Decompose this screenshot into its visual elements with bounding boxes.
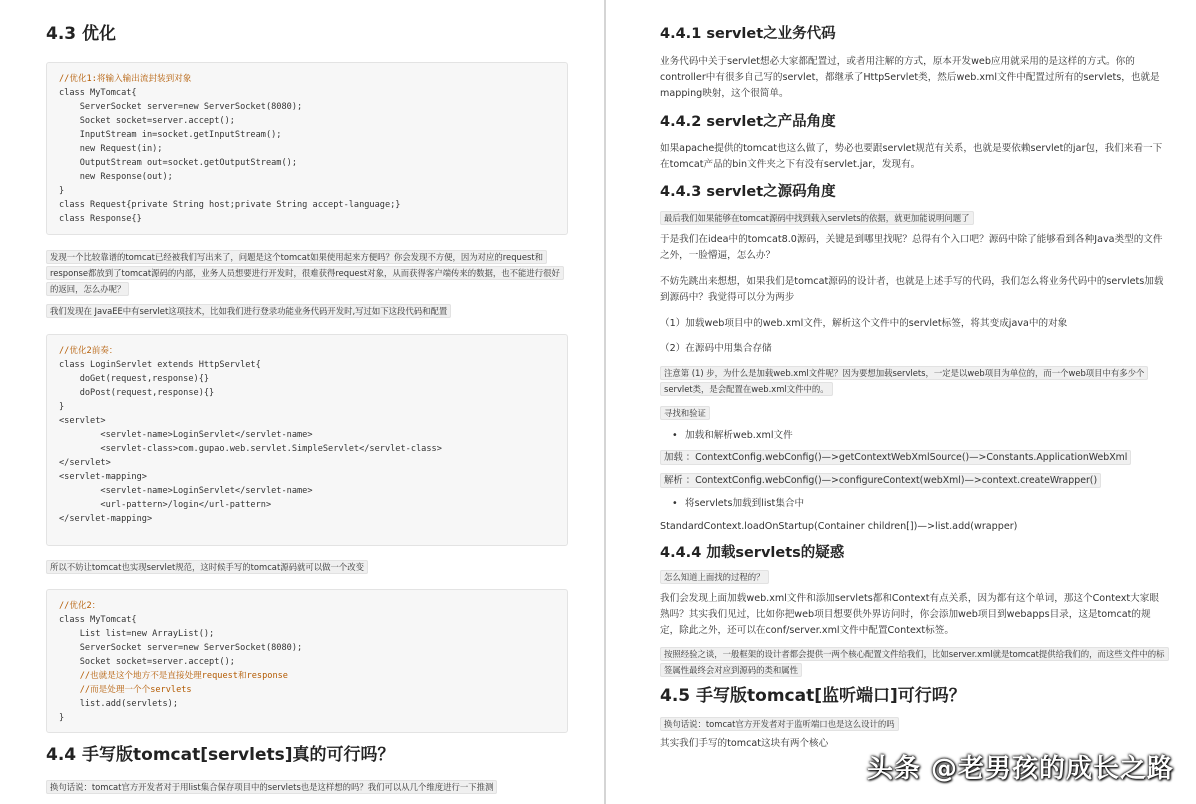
- heading-4-4-1: 4.4.1 servlet之业务代码: [660, 26, 836, 42]
- note-step-text: 注意第 (1) 步，为什么是加载web.xml文件呢？因为要想加载servlets，一定是以web项目为单位的，而一个web项目中有多少个servlet类，是会配置在web.xml文件中的。: [660, 366, 1148, 396]
- code1-line: new Request(in);: [59, 144, 163, 154]
- code2-line: <servlet-mapping>: [59, 472, 147, 482]
- code-block-optimize-1: [46, 62, 568, 235]
- note-4-4-4-text: 怎么知道上面找的过程的？: [660, 570, 769, 584]
- code1-line: class MyTomcat{: [59, 88, 137, 98]
- note-4: [46, 779, 568, 795]
- code2-comment: //优化2前奏：: [59, 346, 118, 356]
- code2-line: doPost(request,response){}: [59, 388, 215, 398]
- code2-line: <url-pattern>/login</url-pattern>: [59, 500, 272, 510]
- note-4-4-4b: [660, 646, 1166, 678]
- paragraph-4-4-3a: 于是我们在idea中的tomcat8.0源码，关键是到哪里找呢？总得有个入口吧？源码中除了能够看到各种Java类型的文件之外，一脸懵逼，怎么办？: [660, 234, 1163, 261]
- code2-line: </servlet-mapping>: [59, 514, 153, 524]
- code1-comment: //优化1:将输入输出流封装到对象: [59, 74, 192, 84]
- code2-line: class LoginServlet extends HttpServlet{: [59, 360, 261, 370]
- heading-4-5: 4.5 手写版tomcat[监听端口]可行吗？: [660, 686, 966, 706]
- code1-line: class Request{private String host;private String accept-language;}: [59, 200, 401, 210]
- load-chain: [660, 450, 1166, 466]
- note-verify: [660, 405, 1166, 421]
- code1-line: }: [59, 186, 65, 196]
- code1-line: ServerSocket server=new ServerSocket(8080);: [59, 102, 303, 112]
- page-divider: [604, 0, 606, 804]
- bullet-load-parse: [660, 428, 1166, 444]
- code3-comment: //优化2：: [59, 601, 101, 611]
- step-2: （2）在源码中用集合存储: [660, 343, 772, 354]
- heading-4-4-4: 4.4.4 加载servlets的疑惑: [660, 545, 845, 561]
- note-4-4-4: [660, 569, 1166, 585]
- watermark: 头条 @老男孩的成长之路: [866, 754, 1174, 784]
- code2-line: doGet(request,response){}: [59, 374, 210, 384]
- note-4-4-3: [660, 210, 1166, 226]
- code1-line: class Response{}: [59, 214, 142, 224]
- code1-line: InputStream in=socket.getInputStream();: [59, 130, 282, 140]
- note-3-text: 所以不妨让tomcat也实现servlet规范，这时候手写的tomcat源码就可以做一个改变: [46, 560, 368, 574]
- code2-line: <servlet-class>com.gupao.web.servlet.SimpleServlet</servlet-class>: [59, 444, 442, 454]
- paragraph-4-4-4: 我们会发现上面加载web.xml文件和添加servlets都和Context有点关系，因为都有这个单词，那这个Context大家眼熟吗？其实我们见过，比如你把web项目想要供外界访问时，你会添加web项目到webapps目录，这是tomcat的规定，除此之外，还可以在conf/server.xml文件中配置Context标签。: [660, 593, 1159, 636]
- note-2: [46, 303, 568, 319]
- code-block-optimize-2-prelude: [46, 334, 568, 546]
- heading-4-4-2: 4.4.2 servlet之产品角度: [660, 114, 836, 130]
- note-4-5: [660, 716, 1166, 732]
- right-page: [607, 0, 1196, 804]
- code2-line: }: [59, 402, 65, 412]
- bullet-list-load: [660, 496, 1166, 512]
- heading-4-3: 4.3 优化: [46, 24, 117, 44]
- paragraph-4-4-1: 业务代码中关于servlet想必大家都配置过，或者用注解的方式，原本开发web应用就采用的是这样的方式。你的controller中有很多自己写的servlet，都继承了HttpServlet类，然后web.xml文件中配置过所有的servlets，也就是mapping映射，这个很简单。: [660, 56, 1160, 99]
- note-4-4-3-text: 最后我们如果能够在tomcat源码中找到载入servlets的依据，就更加能说明问题了: [660, 211, 974, 225]
- code3-line-comment: //而是处理一个个servlets: [59, 685, 192, 695]
- parse-chain: [660, 473, 1166, 489]
- note-1: [46, 249, 568, 297]
- code3-line: List list=new ArrayList();: [59, 629, 215, 639]
- heading-4-4: 4.4 手写版tomcat[servlets]真的可行吗？: [46, 745, 395, 765]
- code2-line: </servlet>: [59, 458, 111, 468]
- code2-line: <servlet-name>LoginServlet</servlet-name>: [59, 486, 313, 496]
- bullet-1-text: 加载和解析web.xml文件: [685, 430, 793, 441]
- code1-line: new Response(out);: [59, 172, 173, 182]
- code2-line: <servlet-name>LoginServlet</servlet-name>: [59, 430, 313, 440]
- parse-chain-text: 解析 ：ContextConfig.webConfig()—>configureContext(webXml)—>context.createWrapper(): [660, 473, 1101, 488]
- code3-line: }: [59, 713, 65, 723]
- note-3: [46, 559, 568, 575]
- note-4-text: 换句话说：tomcat官方开发者对于用list集合保存项目中的servlets也是这样想的吗？我们可以从几个维度进行一下推测: [46, 780, 497, 794]
- note-verify-text: 寻找和验证: [660, 406, 710, 420]
- note-4-4-4b-text: 按照经验之谈，一般框架的设计者都会提供一两个核心配置文件给我们，比如server.xml就是tomcat提供给我们的，而这些文件中的标签属性最终会对应到源码的类和属性: [660, 647, 1169, 677]
- paragraph-4-4-3b: 不妨先跳出来想想，如果我们是tomcat源码的设计者，也就是上述手写的代码，我们怎么将业务代码中的servlets加载到源码中？我觉得可以分为两步: [660, 276, 1164, 303]
- heading-4-4-3: 4.4.3 servlet之源码角度: [660, 184, 836, 200]
- code2-line: <servlet>: [59, 416, 106, 426]
- step-1: （1）加载web项目中的web.xml文件，解析这个文件中的servlet标签，将其变成java中的对象: [660, 318, 1068, 329]
- load-chain-text: 加载 ：ContextConfig.webConfig()—>getContextWebXmlSource()—>Constants.ApplicationWebXml: [660, 450, 1131, 465]
- note-4-5-text: 换句话说：tomcat官方开发者对于监听端口也是这么设计的吗: [660, 717, 899, 731]
- code3-line: class MyTomcat{: [59, 615, 137, 625]
- bullet-2-text: 将servlets加载到list集合中: [685, 498, 805, 509]
- code3-line-comment: //也就是这个地方不是直接处理request和response: [59, 671, 288, 681]
- paragraph-4-4-2: 如果apache提供的tomcat也这么做了，势必也要跟servlet规范有关系，也就是要依赖servlet的jar包，我们来看一下在tomcat产品的bin文件夹之下有没有servlet.jar，发现有。: [660, 143, 1163, 170]
- startup-chain: StandardContext.loadOnStartup(Container children[])—>list.add(wrapper): [660, 521, 1018, 532]
- note-step: [660, 365, 1166, 397]
- paragraph-4-5: 其实我们手写的tomcat这块有两个核心: [660, 738, 829, 749]
- code3-line: Socket socket=server.accept();: [59, 657, 235, 667]
- code1-line: OutputStream out=socket.getOutputStream();: [59, 158, 297, 168]
- code1-line: Socket socket=server.accept();: [59, 116, 235, 126]
- code3-line: ServerSocket server=new ServerSocket(8080);: [59, 643, 303, 653]
- code3-line: list.add(servlets);: [59, 699, 178, 709]
- note-2-text: 我们发现在 JavaEE中有servlet这项技术，比如我们进行登录功能业务代码开发时,写过如下这段代码和配置: [46, 304, 451, 318]
- code-block-optimize-2: [46, 589, 568, 733]
- note-1-text: 发现一个比较靠谱的tomcat已经被我们写出来了，问题是这个tomcat如果使用起来方便吗？你会发现不方便，因为对应的request和response都放到了tomcat源码的内部，业务人员想要进行开发时，很难获得request对象，从而获得客户端传来的数据，也不能进行很好的返回，怎么办呢？: [46, 250, 564, 296]
